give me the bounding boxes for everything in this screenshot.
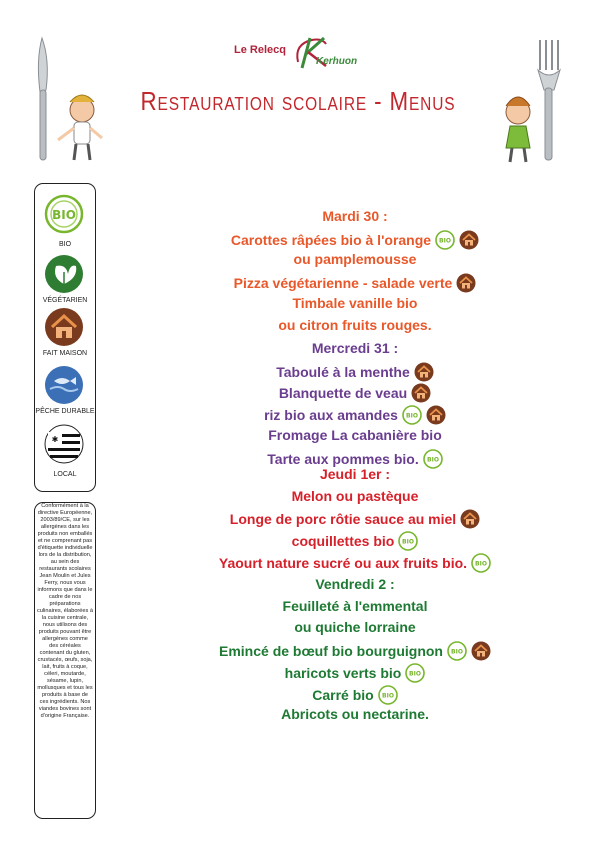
menu-item-tuesday-0 — [150, 230, 560, 253]
menu-item-text: Tarte aux pommes bio. — [267, 450, 419, 467]
menu-item-text: Timbale vanille bio — [292, 294, 418, 311]
bio-icon — [402, 405, 422, 428]
breton-flag-icon — [44, 424, 84, 464]
menu-item-thursday-3 — [150, 553, 560, 576]
bio-icon — [405, 663, 425, 686]
day-heading-tuesday: Mardi 30 : — [322, 208, 388, 224]
menu-item-wednesday-0 — [150, 362, 560, 385]
label-legend — [34, 183, 96, 492]
menu-item-tuesday-4 — [150, 317, 560, 333]
menu-item-friday-5 — [150, 706, 560, 722]
menu-item-text: riz bio aux amandes — [264, 407, 398, 424]
menu-item-thursday-2 — [150, 531, 560, 554]
menu-item-tuesday-3 — [150, 295, 560, 311]
menu-item-wednesday-1 — [150, 383, 560, 406]
menu-item-friday-2 — [150, 641, 560, 664]
legend-label-bio: BIO — [58, 241, 72, 248]
menu-item-text: Longe de porc rôtie sauce au miel — [229, 511, 457, 528]
menu-item-text: ou citron fruits rouges. — [278, 316, 432, 333]
menu-item-friday-4 — [150, 685, 560, 708]
legend-label-vegetarian: VÉGÉTARIEN — [42, 297, 88, 304]
menu-item-thursday-0 — [150, 488, 560, 504]
menu-item-friday-3 — [150, 663, 560, 686]
bio-icon — [471, 553, 491, 576]
allergen-notice-text: Conformément à la directive Européenne, 2003/89/CE, sur les allergènes dans les produits non emballés et ne comprenant pas d'étiquette individuelle lors de la distribution, au sein des restaurants scolaires Jean Moulin et Jules Ferry, nous vous informons que dans le cadre de nos préparations culinaires, élaborées à la cuisine centrale, nous utilisons des produits pouvant être allergènes comme des céréales contenant du gluten, crustacés, œufs, soja, lait, fruits à coque, céleri, moutarde, sésame, lupin, mollusques et tous les produits à base de ces ingrédients. Nos viandes bovines sont d'origine Française. — [37, 503, 93, 719]
svg-text:BIO: BIO — [405, 412, 418, 420]
menu-item-text: Carré bio — [312, 686, 374, 703]
menu-item-tuesday-1 — [150, 251, 560, 267]
allergen-notice-box — [34, 502, 96, 819]
page-title: Restauration scolaire - Menus — [140, 86, 456, 116]
homemade-house-icon — [411, 383, 431, 406]
bio-icon — [447, 641, 467, 664]
menu-item-text: coquillettes bio — [291, 533, 395, 550]
legend-label-homemade: FAIT MAISON — [42, 350, 88, 357]
menu-item-text: Feuilleté à l'emmental — [282, 597, 428, 614]
homemade-house-icon — [426, 405, 446, 428]
svg-text:✱: ✱ — [51, 435, 59, 444]
menu-item-text: Melon ou pastèque — [291, 487, 419, 504]
logo-text-kerhuon: Kerhuon — [316, 56, 358, 67]
homemade-house-icon — [414, 362, 434, 385]
menu-item-text: Emincé de bœuf bio bourguignon — [219, 643, 443, 660]
menu-item-text: ou quiche lorraine — [294, 619, 416, 636]
homemade-house-icon — [459, 230, 479, 253]
svg-text:BIO: BIO — [439, 237, 452, 245]
homemade-house-icon — [456, 273, 476, 296]
vegetarian-leaf-icon — [44, 254, 84, 294]
menu-item-tuesday-2 — [150, 273, 560, 296]
logo-text-relecq: Le Relecq — [234, 44, 286, 56]
menu-item-text: Carottes râpées bio à l'orange — [230, 231, 432, 248]
day-heading-friday: Vendredi 2 : — [315, 576, 395, 592]
menu-item-text: Pizza végétarienne - salade verte — [233, 275, 453, 292]
homemade-house-icon — [460, 509, 480, 532]
bio-icon — [44, 194, 84, 234]
menu-item-text: Yaourt nature sucré ou aux fruits bio. — [218, 555, 468, 571]
svg-text:BIO: BIO — [475, 560, 488, 568]
menu-item-friday-0 — [150, 598, 560, 614]
legend-label-sustainable-fishing: PÊCHE DURABLE — [35, 408, 95, 415]
svg-text:BIO: BIO — [381, 692, 394, 699]
svg-text:BIO: BIO — [52, 208, 76, 222]
day-heading-thursday: Jeudi 1er : — [319, 466, 391, 482]
bio-icon — [398, 531, 418, 554]
menu-item-thursday-1 — [150, 509, 560, 532]
svg-text:BIO: BIO — [426, 456, 439, 463]
bio-icon — [378, 685, 398, 708]
menu-item-text: Blanquette de veau — [278, 385, 408, 402]
menu-item-text: ou pamplemousse — [293, 251, 417, 268]
town-logo — [234, 34, 374, 74]
menu-item-text: haricots verts bio — [284, 665, 402, 681]
svg-text:BIO: BIO — [451, 648, 463, 656]
homemade-house-icon — [471, 641, 491, 664]
svg-text:BIO: BIO — [402, 538, 415, 546]
menu-item-text: Taboulé à la menthe — [276, 363, 410, 380]
menu-item-friday-1 — [150, 619, 560, 635]
menu-item-wednesday-3 — [150, 427, 560, 443]
legend-label-local: LOCAL — [53, 471, 77, 478]
svg-text:BIO: BIO — [409, 670, 422, 678]
homemade-house-icon — [44, 307, 84, 347]
day-heading-wednesday: Mercredi 31 : — [311, 340, 399, 356]
menu-item-wednesday-2 — [150, 405, 560, 428]
bio-icon — [435, 230, 455, 253]
menu-item-text: Fromage La cabanière bio — [268, 426, 442, 443]
sustainable-fishing-icon — [44, 365, 84, 405]
menu-item-text: Abricots ou nectarine. — [281, 706, 429, 723]
